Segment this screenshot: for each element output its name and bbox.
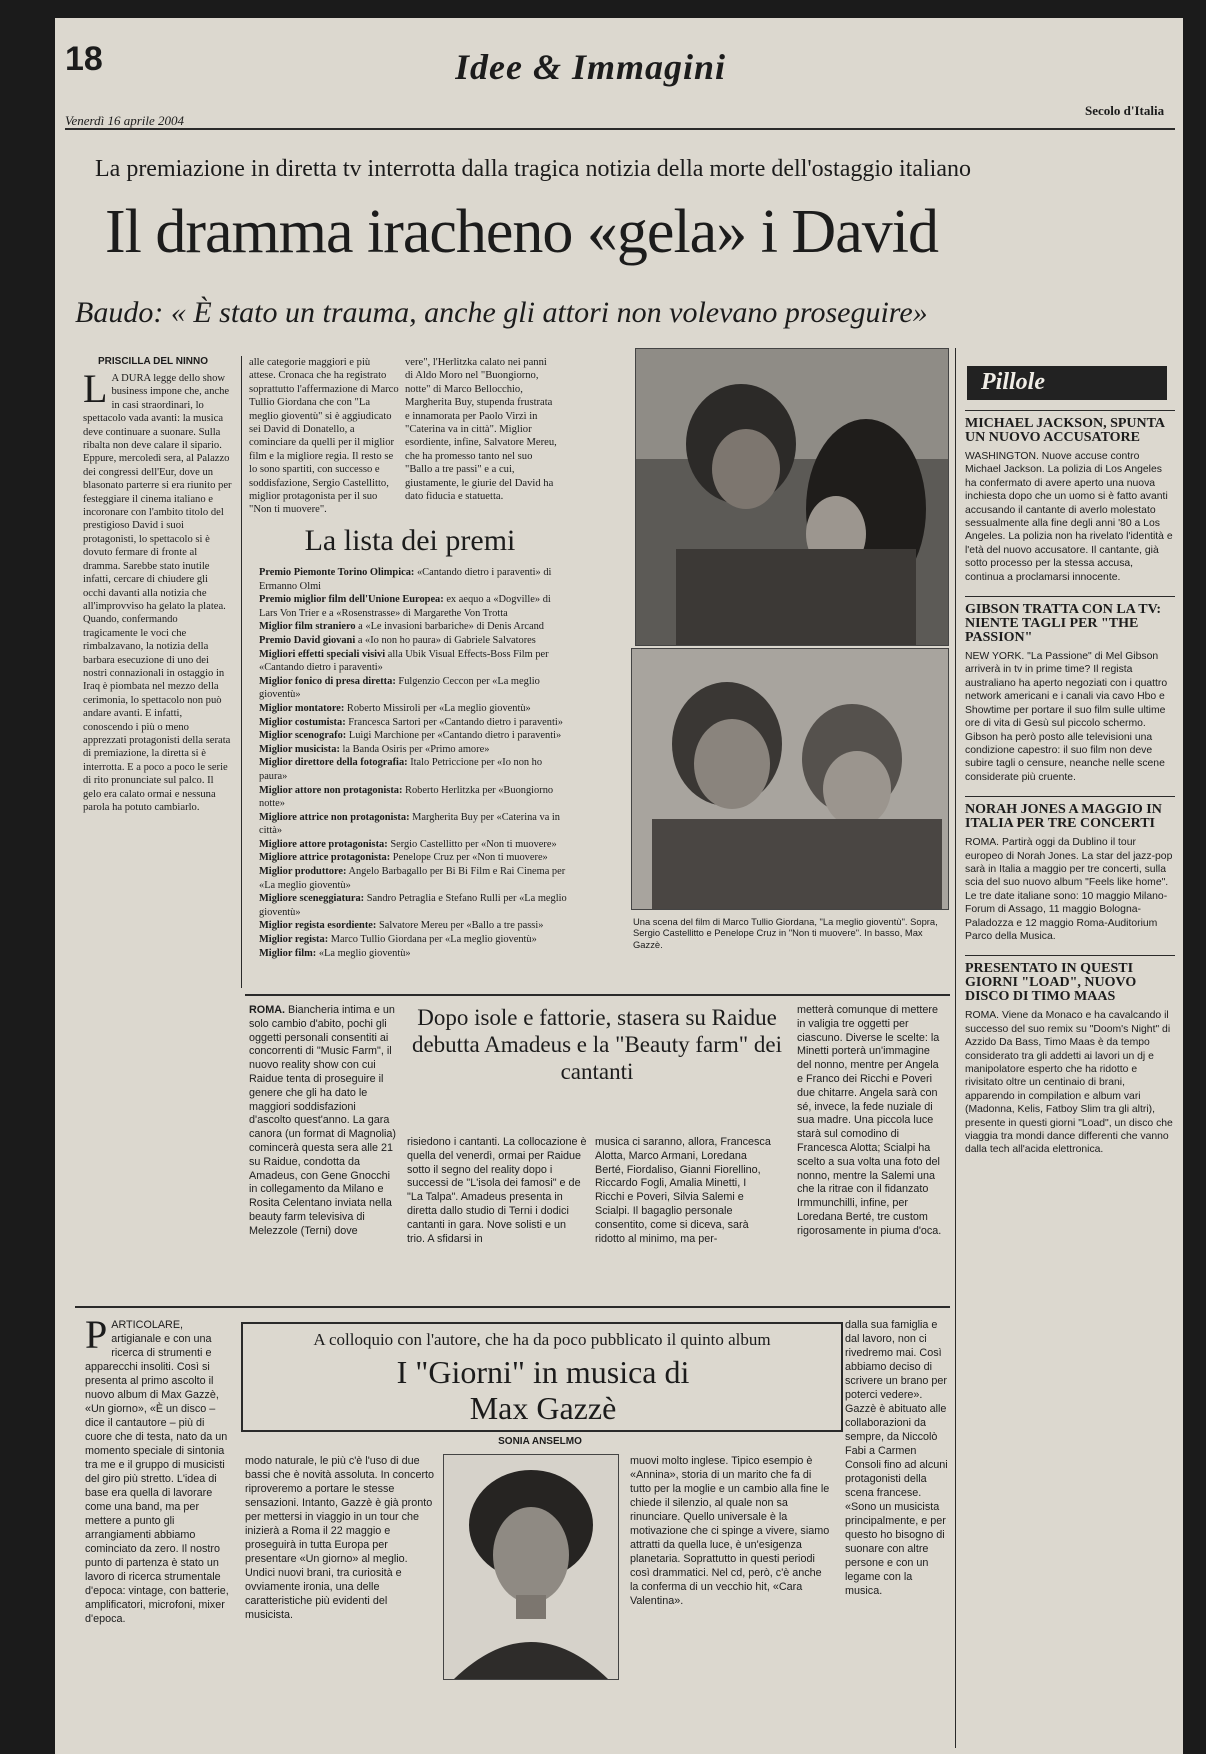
brief-headline: GIBSON TRATTA CON LA TV: NIENTE TAGLI PER "THE PASSION" <box>965 602 1162 646</box>
prize-winner: Italo Petriccione per «Io non ho paura» <box>259 757 543 782</box>
prize-award: Miglior musicista: <box>259 743 340 755</box>
newspaper-page <box>55 18 1183 1754</box>
brief-text: NEW YORK. "La Passione" di Mel Gibson arriverà in tv in prime time? Il regista australiano ha aperto negoziati con i quattro network americani e i canali via cavo Hbo e Showtime per portare il suo film sulle ultime ore di vita di Gesù sul piccolo schermo. Gibson ha però posto alle televisioni una condizione capestro: il suo film non deve subire tagli o censure, neanche nelle scene considerate più cruente. <box>965 651 1168 783</box>
prize-item <box>259 634 569 648</box>
film-photo-bottom <box>631 648 949 910</box>
gazze-column-2: dalla sua famiglia e dal lavoro, non ci rivedremo mai. Così abbiamo deciso di scrivere un brano per poterci vedere». Gazzè è abituato alle collaborazioni da sempre, da Niccolò Fabi a Carmen Consoli fino ad alcuni protagonisti della scena francese. «Sono un musicista principalmente, e per questo ho bisogno di suonare con altre persone e con un legame con la musica. <box>845 1319 948 1597</box>
drop-cap: L <box>83 372 108 411</box>
brief-text: ROMA. Viene da Monaco e ha cavalcando il successo del suo remix su "Doom's Night" di Azzido Da Bass, Timo Maas è da tempo considerato tra gli addetti ai lavori un dj e manipolatore esperto che ha ridotto e rivisitato oltre un centinaio di brani, apparendo in compilation e album vari (Madonna, Kelis, Fatboy Slim tra gli altri), presente in questi giorni "Load", un disco che viaggia tra mondi dance differenti che vanno dalla tech all'acida elettronica. <box>965 1010 1173 1156</box>
prize-award: Miglior fonico di presa diretta: <box>259 675 396 687</box>
prize-item <box>259 702 569 716</box>
prize-winner: a «Io non ho paura» di Gabriele Salvatores <box>355 634 536 646</box>
prize-winner: Penelope Cruz per «Non ti muovere» <box>390 852 548 864</box>
prize-item <box>259 729 569 743</box>
prize-award: Migliore sceneggiatura: <box>259 893 365 905</box>
prize-winner: la Banda Osiris per «Primo amore» <box>339 743 490 755</box>
page-number: 18 <box>65 40 103 78</box>
prize-award: Miglior film straniero <box>259 621 356 633</box>
prize-winner: Sergio Castellitto per «Non ti muovere» <box>387 838 557 850</box>
prize-award: Premio Piemonte Torino Olimpica: <box>259 567 415 578</box>
prize-item <box>259 851 569 865</box>
prize-winner: Margherita Buy per «Caterina va in città» <box>259 811 560 837</box>
prize-winner: «La meglio gioventù» <box>316 947 411 959</box>
article-text-1: A DURA legge dello show business impone che, anche in casi straordinari, lo spettacolo vada avanti: la musica deve continuare a suonare. Sulla ribalta non deve calare il sipario. Eppure, mercoledì sera, al Palazzo dei congressi dell'Eur, dove un blasonato parterre si era riunito per festeggiare il cinema italiano e incoronare con l'ambito titolo del prestigioso David i suoi protagonisti, lo spettacolo si è dovuto fermare di fronte al dramma. Sarebbe stato inutile infatti, cercare di chiudere gli occhi davanti alla notizia che all'improvviso ha gelato la platea. Quando, confermando tragicamente le voci che rimbalzavano, la notizia della barbara esecuzione di uno dei nostri connazionali in ostaggio in Iraq è piombata nel mezzo della cerimonia, lo spettacolo non può andare avanti. E infatti, conoscendo i più o meno apprezzati protagonisti della serata di premiazione, la diretta si è interrotta. E a poco a poco le serie di rito pronunciate sul palco. Il gelo era calato ormai e nessuna parola ha potuto cambiarlo. <box>83 373 232 813</box>
gazze-portrait <box>443 1454 619 1680</box>
photo-caption: Una scena del film di Marco Tullio Giordana, "La meglio gioventù". Sopra, Sergio Castellitto e Penelope Cruz in "Non ti muovere". In basso, Max Gazzè. <box>633 916 938 950</box>
reality-column-4: metterà comunque di mettere in valigia tre oggetti per ciascuno. Diverse le scelte: la Minetti porterà un'immagine del nonno, mentre per Angela e Franco dei Ricchi e Poveri due chitarre. Angela sarà con sé, invece, la fede nuziale di sua madre. Una piccola luce starà sul comodino di Francesca Alotta; Scialpi ha scelto a sua volta una foto del nonno, mentre la Salemi una che la ritrae con il fidanzato Irmmunchilli, infine, per Loredana Berté, tre custom rigorosamente in piuma d'oca. <box>797 1004 942 1237</box>
prize-award: Miglior produttore: <box>259 866 347 878</box>
prize-award: Migliore attrice protagonista: <box>259 852 391 864</box>
prize-award: Miglior costumista: <box>259 716 346 728</box>
gazze-column-1 <box>85 1318 233 1748</box>
issue-date: Venerdì 16 aprile 2004 <box>65 113 185 128</box>
prize-award: Miglior attore non protagonista: <box>259 784 403 796</box>
article-column-2: alle categorie maggiori e più attese. Cronaca che ha registrato soprattutto l'affermazione di Marco Tullio Giordana che con "La meglio gioventù" si è aggiudicato sei David di Donatello, a cominciare da quelli per il miglior film e la migliore regia. Il resto se lo sono spartiti, con successo e soddisfazione, Sergio Castellitto, miglior protagonista per il suo "Non ti muovere". <box>249 357 399 516</box>
prize-winner: Francesca Sartori per «Cantando dietro i paraventi» <box>345 716 563 728</box>
brief-headline: NORAH JONES A MAGGIO IN ITALIA PER TRE CONCERTI <box>965 802 1162 832</box>
prize-award: Premio miglior film dell'Unione Europea: <box>259 594 444 606</box>
gazze-drop-cap: P <box>85 1318 108 1357</box>
gazze-column-4: muovi molto inglese. Tipico esempio è «Annina», storia di un marito che fa di tutto per la moglie e un cambio alla fine le chiede il silenzio, al quale non sa rinunciare. Quello universale è la motivazione che ci spinge a vivere, siamo attratti da quella luce, è un'esigenza planetaria. Soprattutto in questi periodi così drammatici. Nel cd, però, c'è anche la conferma di un vecchio hit, «Cara Valentina». <box>630 1455 830 1607</box>
prize-winner: «Cantando dietro i paraventi» di Ermanno Olmi <box>259 567 552 592</box>
film-photo-top <box>635 348 949 646</box>
masthead-rule <box>65 128 1175 130</box>
reality-dateline: ROMA. <box>249 1004 285 1016</box>
prize-winner: Roberto Missiroli per «La meglio gioventù» <box>344 702 531 714</box>
prize-item <box>259 566 569 593</box>
brief-text: ROMA. Partirà oggi da Dublino il tour europeo di Norah Jones. La star del jazz-pop sarà in Italia a maggio per tre concerti, sulla scia del suo nuovo album "Feels like home". Le tre date italiane sono: 10 maggio Milano-Forum di Assago, 11 maggio Bologna-Paladozza e 12 maggio Roma-Auditorium Parco della Musica. <box>965 837 1173 942</box>
prize-winner: Marco Tullio Giordana per «La meglio gioventù» <box>328 934 537 946</box>
brief-text: WASHINGTON. Nuove accuse contro Michael Jackson. La polizia di Los Angeles ha confermato di avere aperto una nuova inchiesta dopo che un uomo si è fatto avanti accusando il cantante di averlo molestato sessualmente alla fine degli anni '80 a Los Angeles. La polizia non ha rivelato l'identità e l'età del nuovo accusatore. Il cantante, già sotto processo per la stessa accusa, continua a proclamarsi innocente. <box>965 451 1173 583</box>
prize-winner: Angelo Barbagallo per Bi Bi Film e Rai Cinema per «La meglio gioventù» <box>259 866 566 891</box>
prize-winner: Salvatore Mereu per «Ballo a tre passi» <box>376 920 544 932</box>
prize-winner: ex aequo a «Dogville» di Lars Von Trier e a «Rosenstrasse» di Margarethe Von Trotta <box>259 594 551 619</box>
prize-list <box>259 566 569 986</box>
section-rule-2 <box>75 1306 950 1308</box>
sidebar-rule <box>955 348 956 1748</box>
prize-list-title: La lista dei premi <box>304 524 516 557</box>
article-column-1 <box>83 372 233 990</box>
brief-headline: PRESENTATO IN QUESTI GIORNI "LOAD", NUOVO DISCO DI TIMO MAAS <box>965 961 1137 1005</box>
section-rule <box>245 994 950 996</box>
news-brief <box>965 955 1175 1156</box>
reality-headline: Dopo isole e fattorie, stasera su Raidue debutta Amadeus e la "Beauty farm" dei cantanti <box>411 1005 783 1084</box>
prize-award: Miglior direttore della fotografia: <box>259 757 408 769</box>
prize-award: Premio David giovani <box>259 634 356 646</box>
prize-item <box>259 838 569 852</box>
prize-item <box>259 811 569 838</box>
prize-item <box>259 919 569 933</box>
prize-item <box>259 865 569 892</box>
prize-item <box>259 756 569 783</box>
reality-column-3: musica ci saranno, allora, Francesca Alotta, Marco Armani, Loredana Berté, Fiordaliso, Gianni Fiorellino, Riccardo Fogli, Amalia Minetti, I Ricchi e Poveri, Silvia Salemi e Scialpi. Il bagaglio personale consentito, come si diceva, sarà ridotto al minimo, ma per- <box>595 1136 771 1245</box>
prize-award: Miglior regista esordiente: <box>259 920 377 932</box>
prize-award: Migliori effetti speciali visivi <box>259 648 386 660</box>
prize-award: Miglior scenografo: <box>259 730 347 742</box>
prize-winner: Sandro Petraglia e Stefano Rulli per «La meglio gioventù» <box>259 893 567 918</box>
prize-award: Miglior film: <box>259 947 317 959</box>
reality-column-2: risiedono i cantanti. La collocazione è quella del venerdì, ormai per Raidue sotto il segno del reality dopo i successi de "L'isola dei famosi" e de "La Talpa". Amadeus presenta in diretta dallo studio di Terni i dodici cantanti in gara. Nove solisti e un trio. A sfidarsi in <box>407 1136 587 1245</box>
prize-item <box>259 784 569 811</box>
prize-item <box>259 743 569 757</box>
newspaper-name: Secolo d'Italia <box>1085 103 1165 118</box>
sidebar-title: Pillole <box>981 369 1045 395</box>
prize-item <box>259 593 569 620</box>
article-column-3: vere", l'Herlitzka calato nei panni di Aldo Moro nel "Buongiorno, notte" di Marco Bellocchio, Margherita Buy, stupenda frustrata e innamorata per Paolo Virzì in "Caterina va in città". Miglior esordiente, infine, Salvatore Mereu, che ha promesso tanto nel suo "Ballo a tre passi" e a cui, giustamente, le giurie del David ha dato fiducia e statuetta. <box>405 357 557 503</box>
prize-item <box>259 947 569 961</box>
headline: Il dramma iracheno «gela» i David <box>105 198 938 266</box>
gazze-kicker: A colloquio con l'autore, che ha da poco pubblicato il quinto album <box>313 1330 771 1349</box>
gazze-column-3: modo naturale, le più c'è l'uso di due bassi che è novità assoluta. In concerto riproveremo a portare le stesse sensazioni. Intanto, Gazzè è già pronto per mettersi in viaggio in un tour che inizierà a Roma il 22 maggio e proseguirà in tutta Europa per presentare «Un giorno» al meglio. Undici nuovi brani, tra curiosità e ovviamente ironia, una delle caratteristiche più evidenti del musicista. <box>245 1455 435 1621</box>
kicker: La premiazione in diretta tv interrotta dalla tragica notizia della morte dell'ostaggio italiano <box>95 156 971 182</box>
prize-item <box>259 620 569 634</box>
news-briefs <box>965 410 1175 1750</box>
reality-text-1: Biancheria intima e un solo cambio d'abito, pochi gli oggetti personali consentiti ai concorrenti di "Music Farm", il nuovo reality show con cui Raidue tenta di proseguire il genere che gli ha dato le maggiori soddisfazioni d'ascolto quest'anno. La gara canora (un format di Magnolia) comincerà questa sera alle 21 su Raidue, condotta da Amadeus, con Gene Gnocchi in collegamento da Milano e Rosita Celentano inviata nella beauty farm televisiva di Melezzole (Terni) dove <box>249 1004 397 1237</box>
prize-award: Migliore attore protagonista: <box>259 838 388 850</box>
byline: PRISCILLA DEL NINNO <box>97 356 208 367</box>
gazze-headline-box <box>241 1322 843 1432</box>
news-brief <box>965 410 1175 584</box>
sidebar-title-box <box>967 366 1167 400</box>
prize-item <box>259 933 569 947</box>
prize-award: Miglior regista: <box>259 934 329 946</box>
section-title: Idee & Immagini <box>455 47 727 87</box>
brief-headline: MICHAEL JACKSON, SPUNTA UN NUOVO ACCUSATORE <box>965 416 1165 445</box>
column-rule <box>241 356 242 988</box>
prize-winner: Luigi Marchione per «Cantando dietro i paraventi» <box>346 730 562 742</box>
gazze-text-1: ARTICOLARE, artigianale e con una ricerca di strumenti e apparecchi insoliti. Così si presenta al primo ascolto il nuovo album di Max Gazzè, «Un giorno», «È un disco – dice il cantautore – più di cuore che di testa, nato da un momento speciale di sintonia tra me e il gruppo di musicisti del giro più stretto. L'idea di base era quella di lavorare come una band, ma per mettere a punto gli arrangiamenti abbiamo cominciato da zero. Il nostro punto di partenza è stato un lavoro di ricerca strumentale d'epoca: vintage, con batterie, amplificatori, microfoni, mixer d'epoca. <box>85 1319 229 1625</box>
prize-award: Miglior montatore: <box>259 702 345 714</box>
news-brief <box>965 796 1175 943</box>
gazze-byline: SONIA ANSELMO <box>498 1436 582 1447</box>
prize-item <box>259 892 569 919</box>
prize-item <box>259 716 569 730</box>
prize-winner: alla Ubik Visual Effects-Boss Film per «Cantando dietro i paraventi» <box>259 648 549 674</box>
prize-item <box>259 675 569 702</box>
gazze-headline: I "Giorni" in musica di Max Gazzè <box>396 1354 690 1426</box>
prize-item <box>259 648 569 675</box>
news-brief <box>965 596 1175 784</box>
subheadline: Baudo: « È stato un trauma, anche gli attori non volevano proseguire» <box>75 296 928 329</box>
prize-award: Migliore attrice non protagonista: <box>259 811 410 823</box>
prize-winner: a «Le invasioni barbariche» di Denis Arcand <box>355 621 544 633</box>
reality-column-1 <box>249 1004 397 1300</box>
prize-winner: Roberto Herlitzka per «Buongiorno notte» <box>259 784 554 810</box>
prize-winner: Fulgenzio Ceccon per «La meglio gioventù» <box>259 675 540 701</box>
